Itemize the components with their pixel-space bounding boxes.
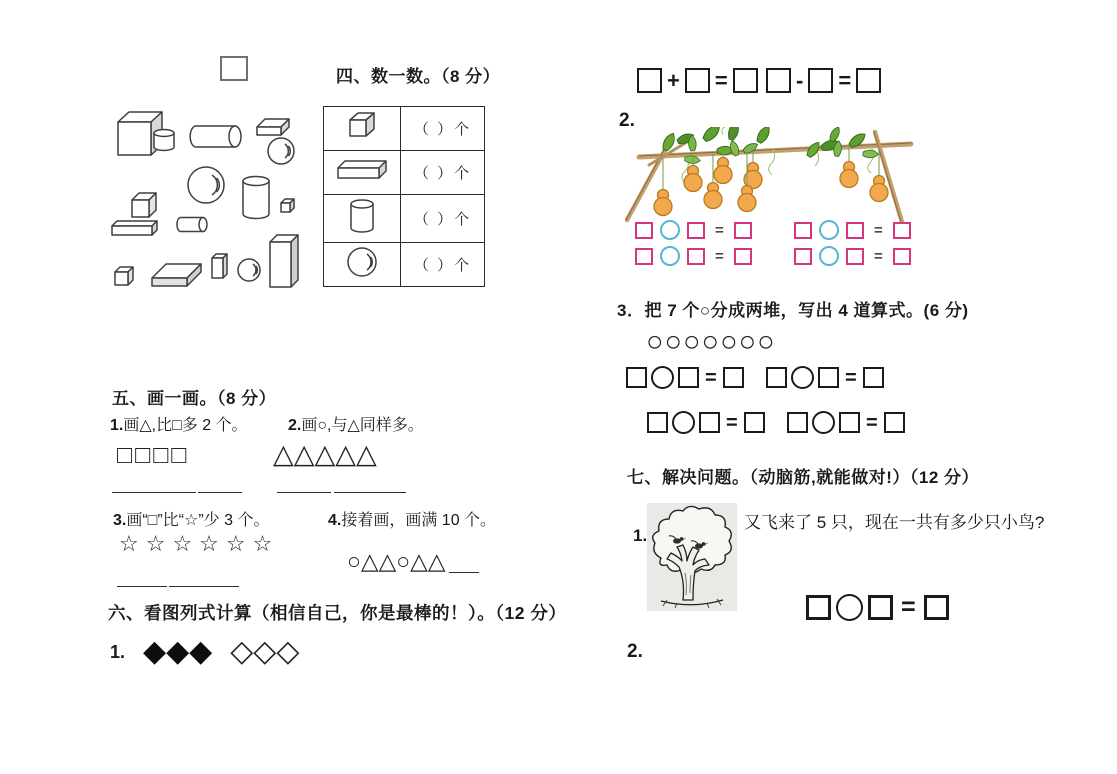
item-text: 画○,与△同样多。 <box>301 417 424 434</box>
table-row <box>324 243 485 287</box>
tree-with-birds-image <box>647 503 737 611</box>
answer-box[interactable] <box>687 248 705 265</box>
cuboid-icon <box>324 151 401 195</box>
cube-tiny-icon <box>281 199 294 212</box>
operator-circle[interactable] <box>672 411 695 434</box>
section5-item4 <box>328 507 496 530</box>
operator-circle[interactable] <box>819 220 839 240</box>
answer-box[interactable] <box>744 412 765 433</box>
item1-number: 1. <box>633 526 648 545</box>
answer-box[interactable] <box>839 412 860 433</box>
split-equation-3 <box>647 411 765 434</box>
item-number: 4. <box>328 512 342 529</box>
answer-box[interactable] <box>884 412 905 433</box>
cuboid-bar-icon <box>112 221 157 235</box>
answer-box[interactable] <box>687 222 705 239</box>
section7-title: 七、解决问题。（动脑筋,就能做对!）（12 分） <box>627 468 980 487</box>
answer-line[interactable] <box>112 492 196 493</box>
answer-box[interactable] <box>924 595 949 620</box>
answer-box[interactable] <box>647 412 668 433</box>
section5-item3 <box>113 507 269 530</box>
answer-box[interactable] <box>863 367 884 388</box>
answer-box[interactable] <box>893 222 911 239</box>
table-row <box>324 107 485 151</box>
answer-line[interactable] <box>169 586 239 587</box>
cuboid-slab-icon <box>152 264 201 286</box>
gourd-equation-2 <box>794 220 911 240</box>
squares-row: □□□□ <box>117 441 190 469</box>
equals-sign: = <box>714 67 728 93</box>
answer-box[interactable] <box>846 222 864 239</box>
answer-box[interactable] <box>808 68 833 93</box>
table-row <box>324 151 485 195</box>
answer-box[interactable] <box>806 595 831 620</box>
split-equation-1 <box>626 366 744 389</box>
count-table <box>323 106 485 287</box>
gourd-equation-3 <box>635 246 752 266</box>
equals-sign: = <box>705 366 717 389</box>
answer-line[interactable] <box>334 492 406 493</box>
answer-line[interactable] <box>198 492 242 493</box>
cylinder-horizontal-small-icon <box>177 218 207 232</box>
equals-sign: = <box>866 411 878 434</box>
question-text: 又飞来了 5 只，现在一共有多少只小鸟? <box>744 513 1045 532</box>
gourd-equation-1 <box>635 220 752 240</box>
seven-circles-row: ○○○○○○○ <box>646 326 776 358</box>
answer-box[interactable] <box>794 222 812 239</box>
section6-item1 <box>110 637 299 667</box>
subtraction-equation <box>766 68 881 93</box>
table-row <box>324 195 485 243</box>
section5-item1 <box>110 412 248 435</box>
gourd-equation-4 <box>794 246 911 266</box>
answer-line[interactable] <box>449 572 479 573</box>
equals-sign: = <box>874 221 883 239</box>
item2-number: 2. <box>619 110 635 131</box>
section5-title: 五、画一画。（8 分） <box>112 389 277 408</box>
answer-box[interactable] <box>637 68 662 93</box>
answer-box[interactable] <box>220 56 248 81</box>
cuboid-flat-icon <box>257 119 289 135</box>
split-equation-2 <box>766 366 884 389</box>
gourd <box>714 154 732 184</box>
pattern-row: ○△△○△△ <box>347 548 446 574</box>
item-text: 画“□”比“☆”少 3 个。 <box>126 512 270 529</box>
diamonds-filled-row: ◆◆◆ <box>143 635 213 668</box>
cube-small-icon <box>115 267 133 285</box>
equals-sign: = <box>726 411 738 434</box>
shapes-cluster-image <box>100 100 320 310</box>
answer-box[interactable] <box>818 367 839 388</box>
operator-circle[interactable] <box>660 246 680 266</box>
split-equation-4 <box>787 411 905 434</box>
operator-circle[interactable] <box>791 366 814 389</box>
equals-sign: = <box>715 247 724 265</box>
section4-title: 四、数一数。（8 分） <box>336 67 501 86</box>
cube-icon <box>324 107 401 151</box>
operator-circle[interactable] <box>836 594 863 621</box>
stars-row: ☆☆☆☆☆☆ <box>119 531 280 556</box>
section5-item2 <box>288 412 424 435</box>
item-number: 1. <box>110 641 126 662</box>
item-number: 1. <box>110 417 124 434</box>
equals-sign: = <box>901 593 916 621</box>
diamonds-hollow-row: ◇◇◇ <box>230 635 300 668</box>
answer-box[interactable] <box>626 367 647 388</box>
question3-title <box>617 296 969 321</box>
equals-sign: = <box>874 247 883 265</box>
item-number: 2. <box>288 417 302 434</box>
cylinder-small-icon <box>154 130 174 151</box>
cuboid-tall-icon <box>270 235 298 287</box>
sphere-icon <box>324 243 401 287</box>
count-answer-cell[interactable]: （ ）个 <box>401 195 485 243</box>
answer-box[interactable] <box>856 68 881 93</box>
answer-box[interactable] <box>766 367 787 388</box>
triangles-row: △△△△△ <box>273 439 377 469</box>
sphere-icon <box>238 259 260 281</box>
cylinder-horizontal-icon <box>190 126 241 147</box>
bird-equation <box>806 594 949 621</box>
answer-box[interactable] <box>678 367 699 388</box>
answer-box[interactable] <box>868 595 893 620</box>
cuboid-upright-small-icon <box>212 254 227 278</box>
operator-circle[interactable] <box>819 246 839 266</box>
addition-equation <box>637 68 758 93</box>
answer-box[interactable] <box>794 248 812 265</box>
answer-box[interactable] <box>787 412 808 433</box>
answer-box[interactable] <box>635 222 653 239</box>
answer-box[interactable] <box>699 412 720 433</box>
sphere-icon <box>268 138 294 164</box>
equals-sign: = <box>715 221 724 239</box>
answer-box[interactable] <box>893 248 911 265</box>
section6-title: 六、看图列式计算（相信自己，你是最棒的！）。（12 分） <box>108 603 567 623</box>
gourd-trellis-image <box>625 127 915 227</box>
item-text: 画△,比□多 2 个。 <box>123 417 248 434</box>
equals-sign: = <box>845 366 857 389</box>
item-number: 3. <box>113 512 127 529</box>
answer-box[interactable] <box>734 222 752 239</box>
plus-sign: + <box>667 67 680 93</box>
answer-box[interactable] <box>635 248 653 265</box>
answer-box[interactable] <box>685 68 710 93</box>
count-answer-cell[interactable]: （ ）个 <box>401 151 485 195</box>
cylinder-icon <box>243 177 269 219</box>
cylinder-icon <box>324 195 401 243</box>
sphere-large-icon <box>188 167 224 203</box>
answer-box[interactable] <box>846 248 864 265</box>
item2-number: 2. <box>627 641 643 662</box>
minus-sign: - <box>796 67 804 93</box>
operator-circle[interactable] <box>651 366 674 389</box>
count-answer-cell[interactable]: （ ）个 <box>401 243 485 287</box>
item-number: 3． <box>617 301 645 320</box>
item-text: 把 7 个○分成两堆，写出 4 道算式。(6 分) <box>644 301 969 320</box>
operator-circle[interactable] <box>812 411 835 434</box>
operator-circle[interactable] <box>660 220 680 240</box>
answer-box[interactable] <box>733 68 758 93</box>
answer-line[interactable] <box>117 586 167 587</box>
cube-small-icon <box>132 193 156 217</box>
gourd <box>840 147 858 188</box>
equals-sign: = <box>838 67 852 93</box>
answer-box[interactable] <box>766 68 791 93</box>
answer-line[interactable] <box>277 492 331 493</box>
answer-box[interactable] <box>723 367 744 388</box>
count-answer-cell[interactable]: （ ）个 <box>401 107 485 151</box>
answer-box[interactable] <box>734 248 752 265</box>
item-text: 接着画，画满 10 个。 <box>341 512 497 529</box>
